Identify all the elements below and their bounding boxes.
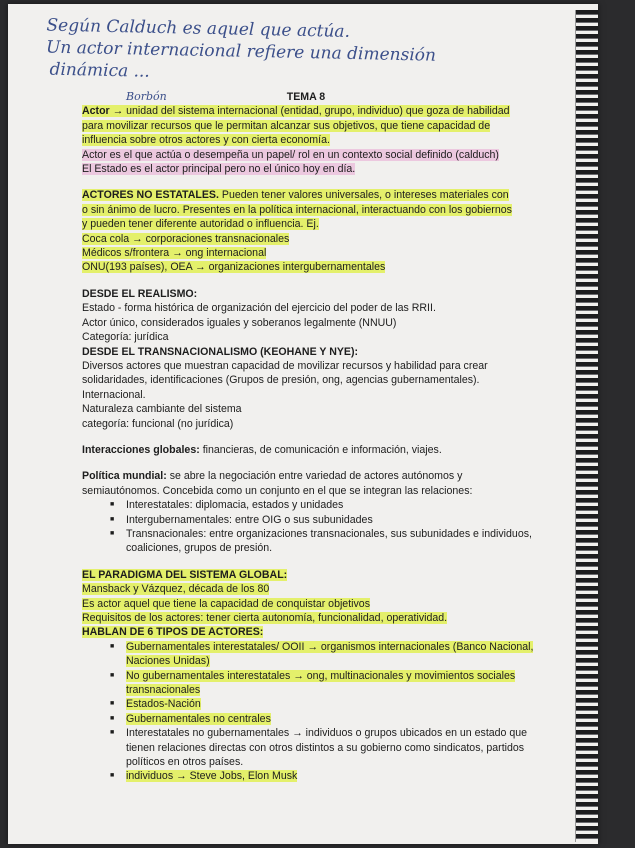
list-item: ■ Transnacionales: entre organizaciones transnacionales, sus subunidades e individuos, coaliciones, grupos de presión. [126,527,536,556]
paradigma-line-4: HABLAN DE 6 TIPOS DE ACTORES: [82,626,264,639]
transnacionalismo-line-4: Naturaleza cambiante del sistema [82,403,242,416]
list-item: ■ Intergubernamentales: entre OIG o sus subunidades [126,513,552,527]
transnacionalismo-heading: DESDE EL TRANSNACIONALISMO (KEOHANE Y NYE): [82,345,359,358]
list-item-text: Gubernamentales interestatales/ OOII → organismos internacionales (Banco Nacional, Naciones Unidas) [126,640,534,668]
document-body [82,90,552,784]
no-estatales-example-2: Médicos s/frontera → ong internacional [82,247,267,260]
handwritten-line-2: Un actor internacional refiere una dimensión [45,37,437,66]
actor-term: Actor [82,105,110,118]
list-item: ■ Interestatales no gubernamentales → individuos o grupos ubicados en un estado que tienen relaciones directas con otros distintos a su gobierno como sindicatos, partidos políticos en otros países. [126,726,541,769]
list-item: ■ Interestatales: diplomacia, estados y unidades [126,498,552,512]
page-title: TEMA 8 [286,91,326,103]
notebook-page [8,4,598,844]
politica-term: Política mundial: [82,470,167,483]
interacciones-term: Interacciones globales: [82,443,200,456]
actor-def-4: Actor es el que actúa o desempeña un papel/ rol en un contexto social definido (calduch) [82,148,499,161]
paradigma-line-2: Es actor aquel que tiene la capacidad de conquistar objetivos [82,597,370,610]
paradigma-line-1: Mansback y Vázquez, década de los 80 [82,583,270,596]
actor-def-line-1 [82,104,552,118]
paradigma-heading: EL PARADIGMA DEL SISTEMA GLOBAL: [82,568,288,581]
actor-def-5: El Estado es el actor principal pero no el único hoy en día. [82,163,356,176]
list-item-text: individuos → Steve Jobs, Elon Musk [126,770,298,783]
realismo-line-3: Categoría: jurídica [82,331,169,344]
list-item [126,712,552,726]
transnacionalismo-line-5: categoría: funcional (no jurídica) [82,417,234,430]
handwritten-line-1: Según Calduch es aquel que actúa. [46,15,351,42]
no-estatales-example-1: Coca cola → corporaciones transnacionales [82,232,290,245]
politica-line-1: se abre la negociación entre variedad de actores autónomos y [166,470,463,483]
paradigma-list [82,640,552,784]
transnacionalismo-line-1: Diversos actores que muestran capacidad de movilizar recursos y habilidad para crear [82,359,488,372]
no-estatales-heading: ACTORES NO ESTATALES. [82,189,219,202]
spiral-binding [575,10,598,842]
no-estatales-line-2: o sin ánimo de lucro. Presentes en la política internacional, interactuando con los gobiernos [82,203,512,216]
list-item [126,697,552,711]
handwritten-line-3: dinámica ... [49,59,151,82]
list-item [126,640,541,669]
actor-def-1: → unidad del sistema internacional (entidad, grupo, individuo) que goza de habilidad [109,105,510,118]
interacciones-text: financieras, de comunicación e información, viajes. [199,443,442,456]
list-item-text: No gubernamentales interestatales → ong, multinacionales y movimientos sociales transnacionales [126,669,516,697]
actor-def-3: influencia sobre otros actores y con cierta economía. [82,134,330,147]
no-estatales-line-1: Pueden tener valores universales, o intereses materiales con [218,189,509,202]
handwritten-note [45,15,566,92]
realismo-line-2: Actor único, considerados iguales y soberanos legalmente (NNUU) [82,316,397,329]
realismo-heading: DESDE EL REALISMO: [82,287,198,300]
list-item-text: Estados-Nación [126,698,201,711]
list-item-text: Gubernamentales no centrales [126,712,271,725]
no-estatales-line-3: y pueden tener diferente autoridad o influencia. Ej. [82,218,319,231]
transnacionalismo-line-2: solidaridades, identificaciones (Grupos de presión, ong, agencias gubernamentales). [82,374,480,387]
paradigma-line-3: Requisitos de los actores: tener cierta autonomía, funcionalidad, operatividad. [82,612,448,624]
politica-list [82,498,552,556]
title-row [82,90,552,104]
handwritten-annotation: Borbón [126,90,167,103]
list-item [126,669,541,698]
actor-def-2: para movilizar recursos que le permitan alcanzar sus objetivos, que tiene capacidad de [82,119,491,132]
realismo-line-1: Estado - forma histórica de organización del ejercicio del poder de las RRII. [82,302,436,315]
no-estatales-example-3: ONU(193 países), OEA → organizaciones intergubernamentales [82,261,386,274]
list-item [126,769,552,783]
transnacionalismo-line-3: Internacional. [82,388,146,401]
politica-line-2: semiautónomos. Concebida como un conjunto en el que se integran las relaciones: [82,484,473,497]
